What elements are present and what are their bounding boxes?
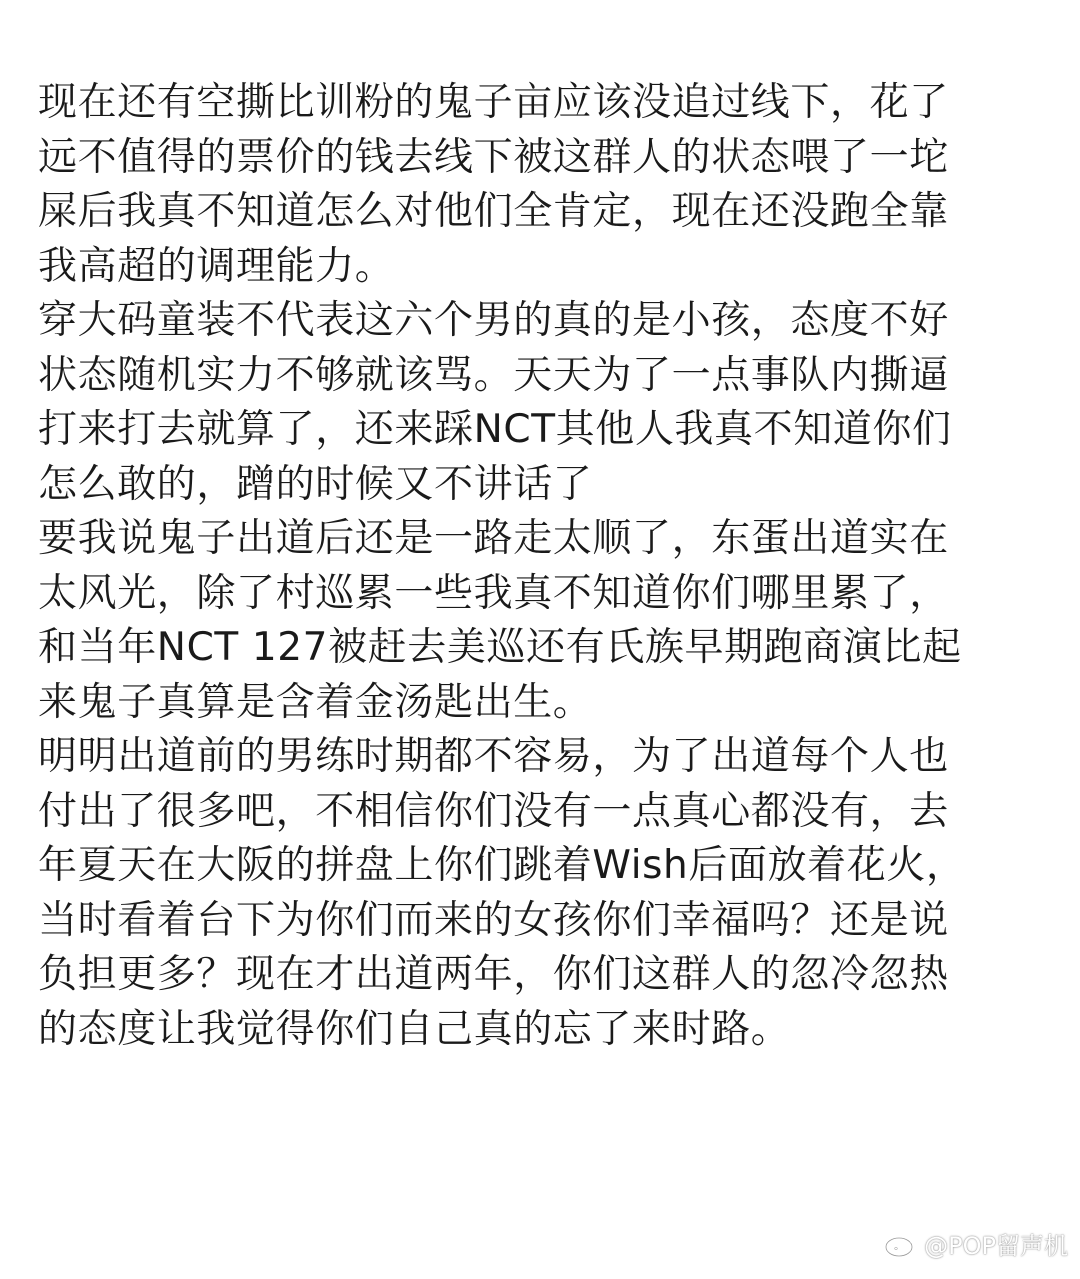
text-line: 付出了很多吧，不相信你们没有一点真心都没有，去 [38,788,949,834]
note-text [38,76,1048,1057]
text-line: 要我说鬼子出道后还是一路走太顺了，东蛋出道实在 [38,516,949,561]
text-line: 怎么敢的，蹭的时候又不讲话了 [38,461,593,507]
text-line: 的态度让我觉得你们自己真的忘了来时路。 [38,1006,791,1052]
text-line: 负担更多？现在才出道两年，你们这群人的忽冷忽热 [38,952,949,997]
watermark-text: @POP留声机 [924,1232,1068,1260]
text-line: 当时看着台下为你们而来的女孩你们幸福吗？还是说 [38,897,949,943]
text-line: 和当年NCT 127被赶去美巡还有氏族早期跑商演比起 [38,625,962,670]
text-line: 打来打去就算了，还来踩NCT其他人我真不知道你们 [38,407,952,452]
text-line: 我高超的调理能力。 [38,243,395,289]
text-line: 太风光，除了村巡累一些我真不知道你们哪里累了， [38,570,949,616]
text-line: 状态随机实力不够就该骂。天天为了一点事队内撕逼 [38,352,949,398]
weibo-icon [884,1230,918,1258]
text-line: 现在还有空撕比训粉的鬼子亩应该没追过线下，花了 [38,80,949,125]
text-line: 穿大码童装不代表这六个男的真的是小孩，态度不好 [38,298,949,343]
text-line: 屎后我真不知道怎么对他们全肯定，现在还没跑全靠 [38,189,949,234]
text-line: 明明出道前的男练时期都不容易，为了出道每个人也 [38,734,949,779]
text-line: 年夏天在大阪的拼盘上你们跳着Wish后面放着花火， [38,843,966,888]
watermark [884,1226,1068,1261]
text-line: 远不值得的票价的钱去线下被这群人的状态喂了一坨 [38,134,949,180]
text-line: 来鬼子真算是含着金汤匙出生。 [38,679,593,725]
